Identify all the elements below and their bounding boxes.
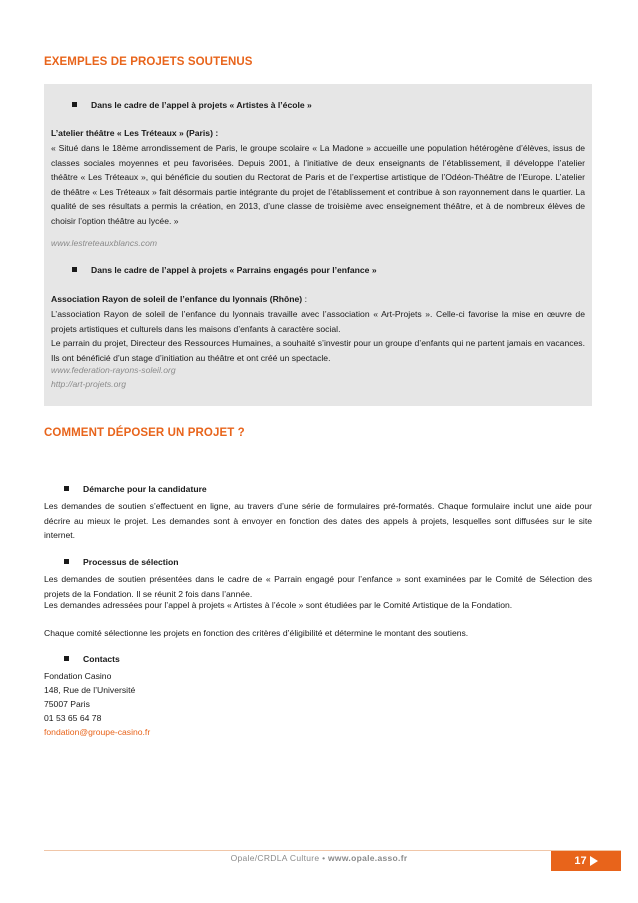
bullet-contacts-label: Contacts [83, 654, 120, 664]
bullet-square-icon [72, 102, 77, 107]
bullet-parrains-label: Dans le cadre de l’appel à projets « Parrains engagés pour l’enfance » [91, 265, 377, 275]
page-number-badge [551, 851, 621, 871]
section-title-examples: EXEMPLES DE PROJETS SOUTENUS [44, 56, 253, 68]
rayon-body-2: Le parrain du projet, Directeur des Ressources Humaines, a souhaité s’investir pour un groupe d’enfants qui ne partent jamais en vacances. Ils ont bénéficié d’un stage d’initiation au théâtre et ont créé un spectacle. [51, 338, 585, 363]
bullet-artistes-label: Dans le cadre de l’appel à projets « Artistes à l’école » [91, 100, 312, 110]
triangle-right-icon [590, 856, 598, 866]
treteaux-heading-text: L’atelier théâtre « Les Tréteaux » (Paris) : [51, 128, 219, 138]
treteaux-body: « Situé dans le 18ème arrondissement de Paris, le groupe scolaire « La Madone » accueille une population hétérogène d’élèves, issus de classes sociales moyennes et peu favorisées. Depuis 2001, à l’initiative de deux enseignants de l’établissement, il développe l’atelier théâtre « Les Tréteaux », qui bénéficie du soutien du Rectorat de Paris et de l’expertise artistique de l’Odéon-Théâtre de l’Europe. L’atelier de théâtre « Les Tréteaux » fait désormais partie intégrante du projet de l’établissement et contribue à son rayonnement dans le quartier. La qualité de ses résultats a permis la création, en 2013, d’une classe de troisième avec enseignement théâtre, et à de nombreux élèves de choisir l’option théâtre au lycée. » [51, 143, 585, 226]
rayon-heading-suffix: : [302, 294, 307, 304]
bullet-square-icon [64, 559, 69, 564]
footer-divider [44, 850, 621, 851]
footer [0, 853, 638, 863]
rayon-body-1: L’association Rayon de soleil de l’enfance du lyonnais travaille avec l’association « Art-Projets ». Celle-ci favorise la mise en œuvre de projets artistiques et culturels dans les maisons d’enfants à caractère social. [51, 309, 585, 334]
processus-body-1: Les demandes de soutien présentées dans le cadre de « Parrain engagé pour l’enfance » sont examinées par le Comité de Sélection des projets de la Fondation. Il se réunit 2 fois dans l’année. [44, 574, 592, 599]
treteaux-link[interactable]: www.lestreteauxblancs.com [51, 238, 158, 248]
contact-email[interactable]: fondation@groupe-casino.fr [44, 727, 151, 737]
footer-text: Opale/CRDLA Culture • [230, 853, 329, 863]
bullet-demarche [64, 484, 207, 494]
bullet-artistes [72, 100, 312, 110]
bullet-processus-label: Processus de sélection [83, 557, 179, 567]
rayon-link-1[interactable]: www.federation-rayons-soleil.org [51, 365, 176, 375]
rayon-link-2[interactable]: http://art-projets.org [51, 379, 126, 389]
bullet-parrains [72, 265, 377, 275]
processus-body-2: Les demandes adressées pour l’appel à projets « Artistes à l’école » sont étudiées par le Comité Artistique de la Fondation. [44, 600, 513, 610]
bullet-contacts [64, 654, 120, 664]
contact-street: 148, Rue de l’Université [44, 685, 136, 695]
contact-city: 75007 Paris [44, 699, 90, 709]
rayon-heading-text: Association Rayon de soleil de l’enfance du lyonnais (Rhône) [51, 294, 303, 304]
processus-body-3: Chaque comité sélectionne les projets en fonction des critères d’éligibilité et détermine le montant des soutiens. [44, 628, 469, 638]
contact-phone: 01 53 65 64 78 [44, 713, 102, 723]
page-number: 17 [574, 855, 587, 867]
footer-site-link[interactable]: www.opale.asso.fr [328, 853, 408, 863]
bullet-square-icon [64, 656, 69, 661]
rayon-heading [51, 292, 585, 307]
section-title-deposer: COMMENT DÉPOSER UN PROJET ? [44, 427, 245, 439]
demarche-body: Les demandes de soutien s’effectuent en ligne, au travers d’une série de formulaires pré-formatés. Chaque formulaire inclut une aide pour décrire au mieux le projet. Les demandes sont à envoyer en fonction des dates des appels à projets, lesquelles sont diffusées sur le site internet. [44, 501, 592, 540]
bullet-demarche-label: Démarche pour la candidature [83, 484, 207, 494]
bullet-square-icon [64, 486, 69, 491]
treteaux-heading [51, 126, 585, 141]
contact-name: Fondation Casino [44, 671, 112, 681]
bullet-processus [64, 557, 179, 567]
bullet-square-icon [72, 267, 77, 272]
